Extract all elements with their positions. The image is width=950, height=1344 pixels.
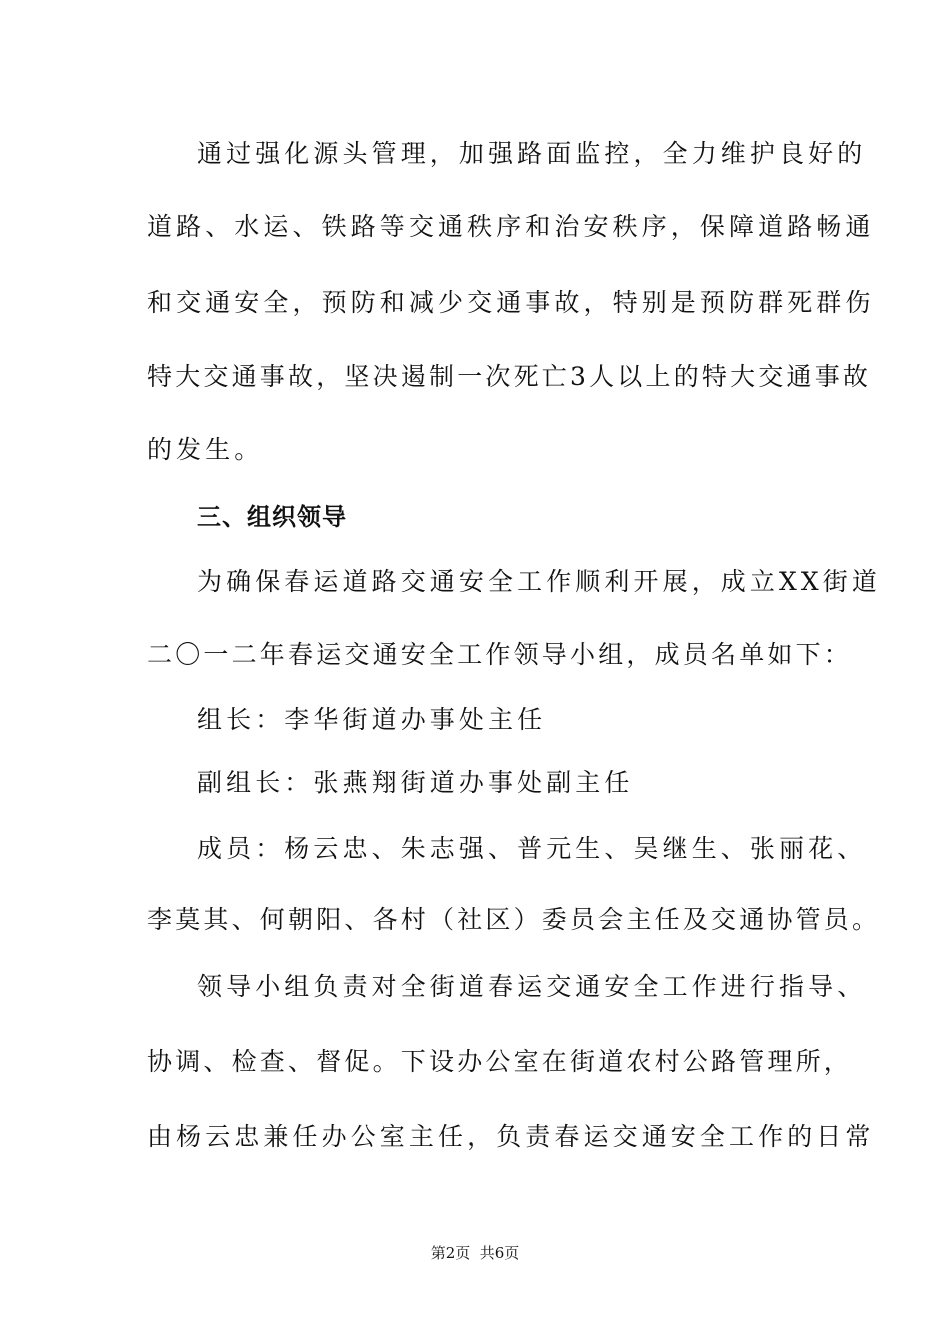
paragraph-line: 协调、检查、督促。下设办公室在街道农村公路管理所， xyxy=(147,1047,853,1076)
paragraph-line: 通过强化源头管理，加强路面监控，全力维护良好的 xyxy=(197,139,867,168)
paragraph-line: 和交通安全，预防和减少交通事故，特别是预防群死群伤 xyxy=(147,288,875,317)
paragraph-line: 的发生。 xyxy=(147,435,264,464)
paragraph-line: 二〇一二年春运交通安全工作领导小组，成员名单如下： xyxy=(147,640,853,669)
paragraph-line: 组长：李华街道办事处主任 xyxy=(197,705,547,734)
paragraph-line: 李莫其、何朝阳、各村（社区）委员会主任及交通协管员。 xyxy=(147,905,881,934)
paragraph-line: 领导小组负责对全街道春运交通安全工作进行指导、 xyxy=(197,972,867,1001)
page-number-footer: 第2页 共6页 xyxy=(430,1244,520,1262)
paragraph-line: 为确保春运道路交通安全工作顺利开展，成立XX街道 xyxy=(197,567,881,596)
paragraph-line: 副组长：张燕翔街道办事处副主任 xyxy=(197,768,634,797)
paragraph-line: 特大交通事故，坚决遏制一次死亡3人以上的特大交通事故 xyxy=(147,362,872,391)
section-heading: 三、组织领导 xyxy=(197,503,347,531)
paragraph-line: 由杨云忠兼任办公室主任，负责春运交通安全工作的日常 xyxy=(147,1122,875,1151)
paragraph-line: 成员：杨云忠、朱志强、普元生、吴继生、张丽花、 xyxy=(197,834,867,863)
paragraph-line: 道路、水运、铁路等交通秩序和治安秩序，保障道路畅通 xyxy=(147,212,875,241)
